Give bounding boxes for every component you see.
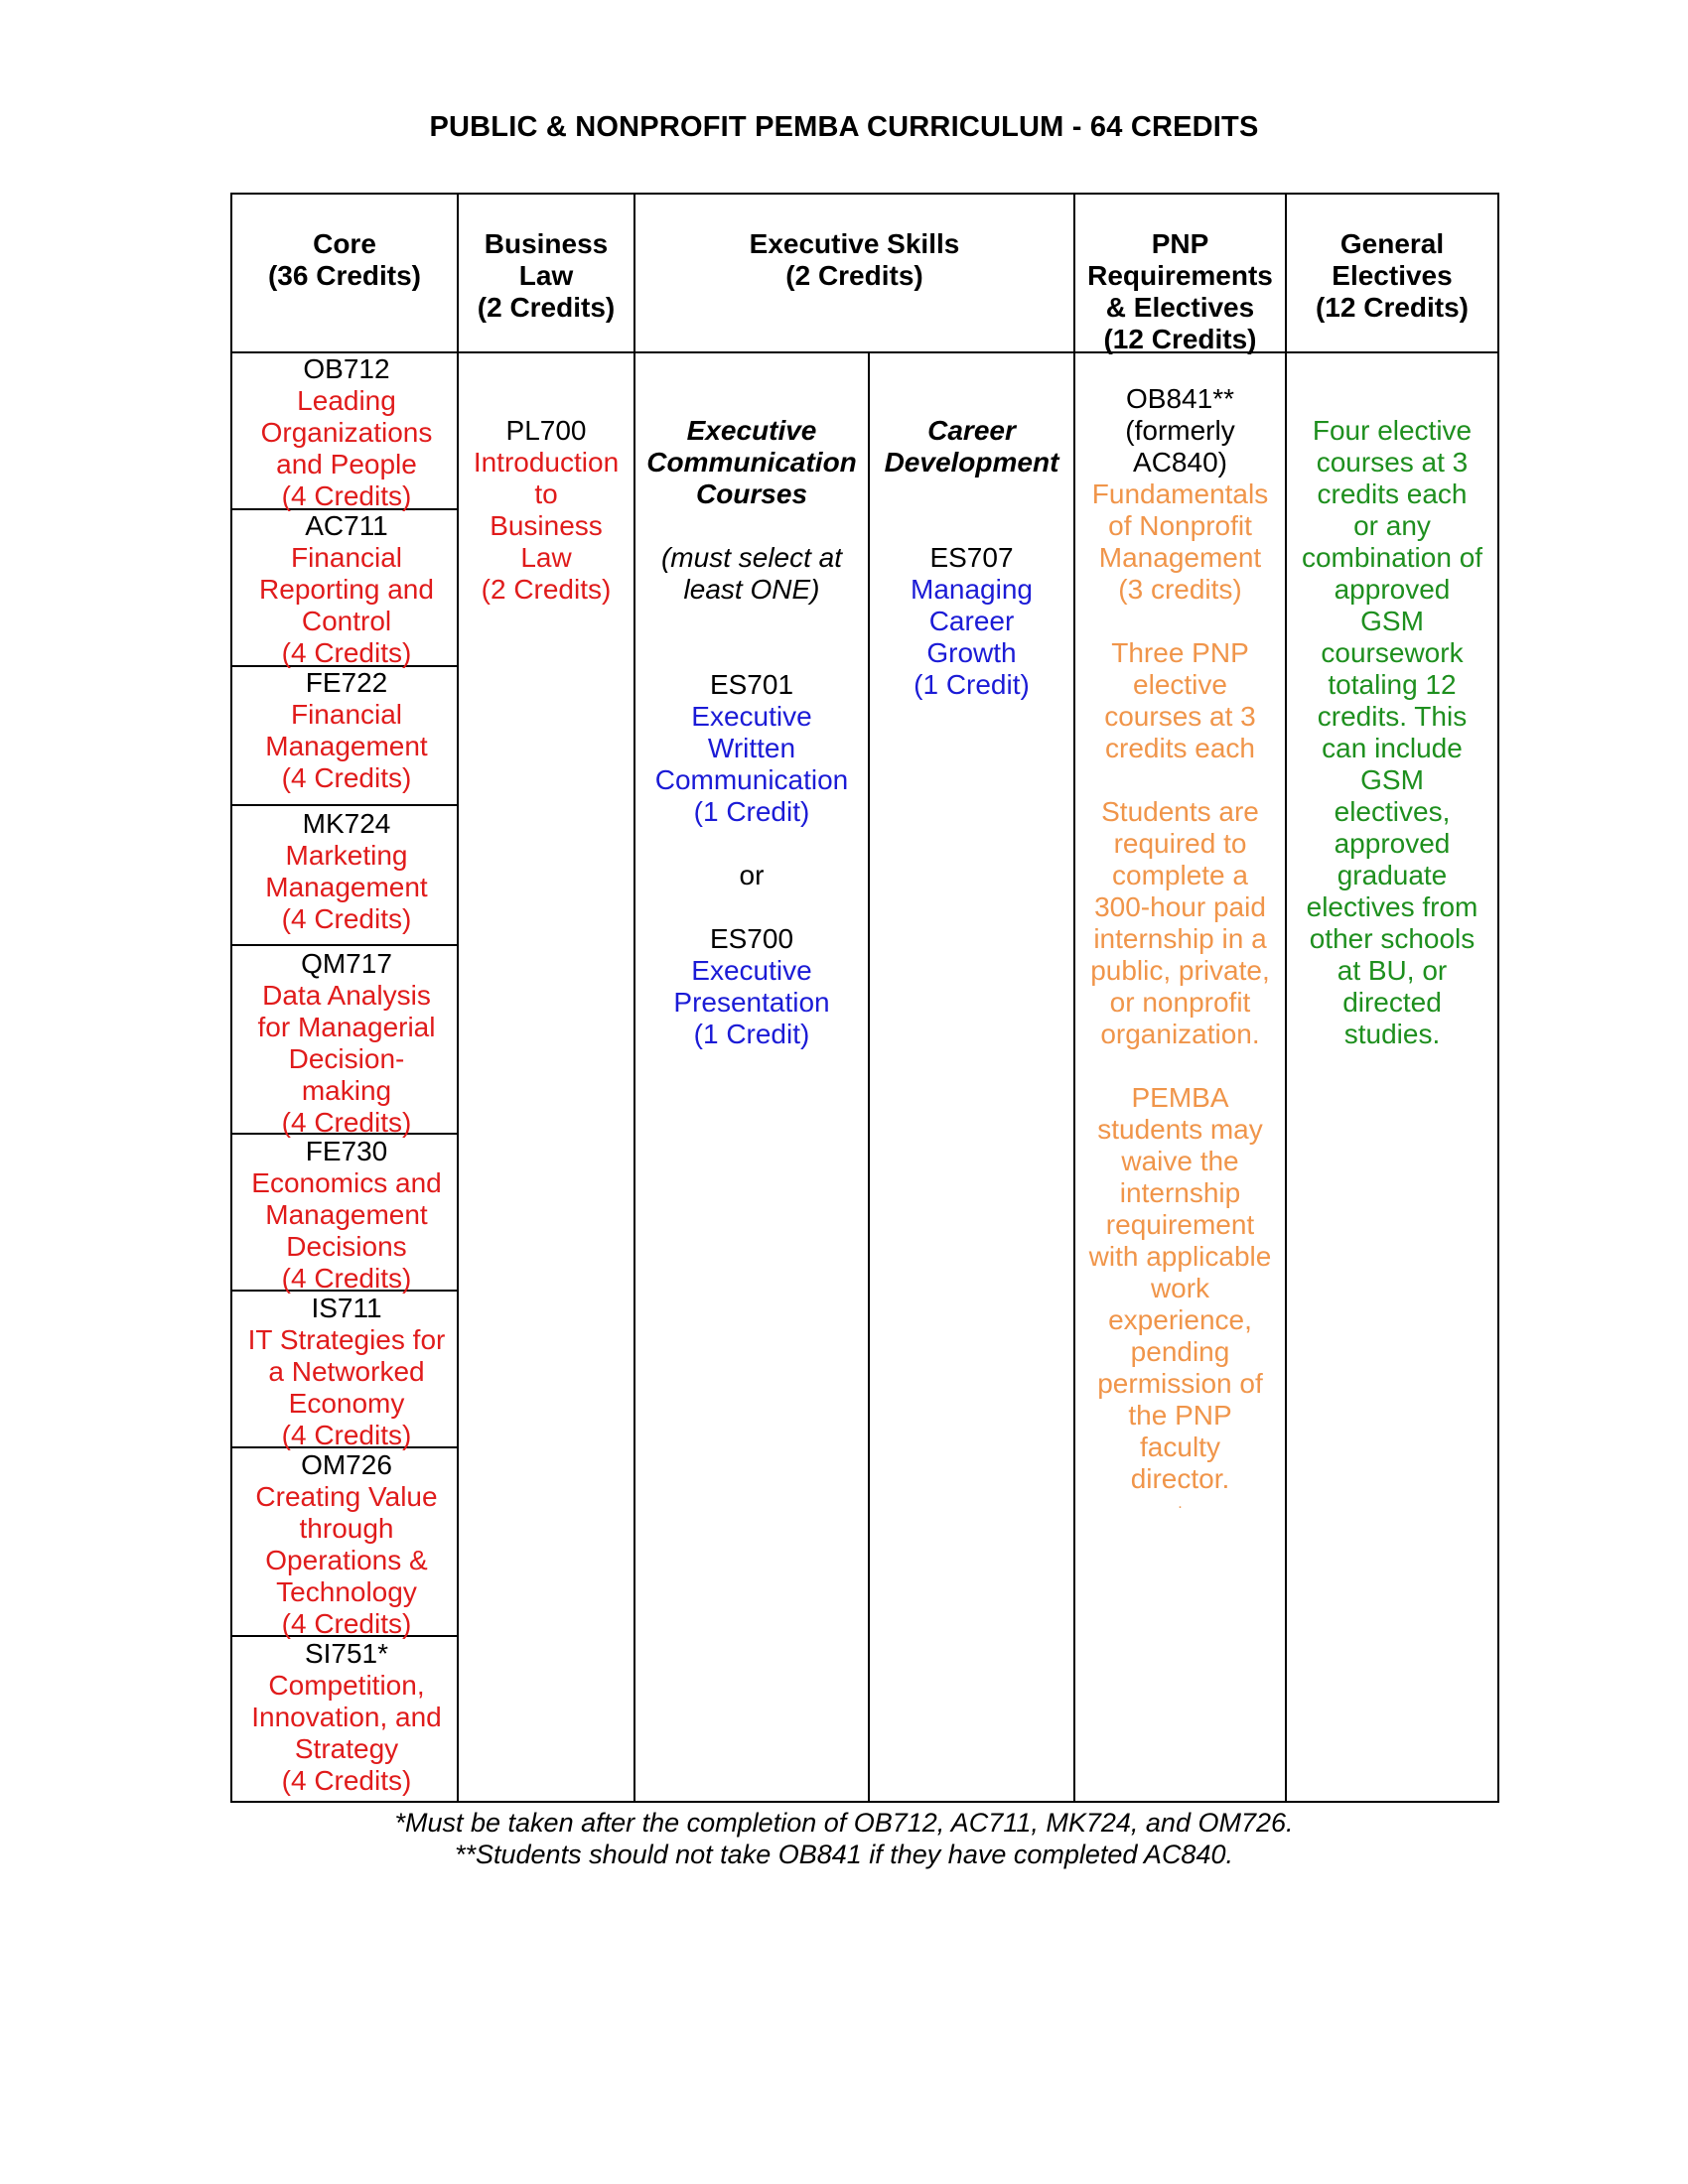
core-course-mk724: MK724 Marketing Management (4 Credits): [265, 808, 428, 934]
core-course-fe722: FE722 Financial Management (4 Credits): [265, 667, 428, 793]
executive-communication-courses: Executive Communication Courses (must select at least ONE) ES701 Executive Written Communication (1 Credit) or ES700 Executive Presentation (1 Credit): [646, 415, 857, 1049]
core-course-om726: OM726 Creating Value through Operations & Technology (4 Credits): [255, 1449, 438, 1639]
core-course-si751: SI751* Competition, Innovation, and Strategy (4 Credits): [251, 1638, 442, 1796]
core-row-divider: [230, 804, 458, 806]
business-law-course: PL700 Introduction to Business Law (2 Credits): [473, 415, 620, 605]
header-general-electives: General Electives (12 Credits): [1315, 228, 1470, 323]
core-course-is711: IS711 IT Strategies for a Networked Economy (4 Credits): [247, 1293, 446, 1450]
career-development: Career Development ES707 Managing Career Growth (1 Credit): [884, 415, 1059, 700]
core-course-ac711: AC711 Financial Reporting and Control (4 Credits): [259, 510, 434, 668]
core-course-fe730: FE730 Economics and Management Decisions (4 Credits): [251, 1136, 442, 1294]
pnp-requirements: OB841** (formerly AC840) Fundamentals of Nonprofit Management (3 credits) Three PNP elective courses at 3 credits each Students are required to complete a 300-hour paid internship in a public, private, or nonprofit organization. PEMBA students may waive the internship requirement with applicable work experience, pending permission of the PNP faculty director. .: [1088, 383, 1272, 1512]
page-title: PUBLIC & NONPROFIT PEMBA CURRICULUM - 64 CREDITS: [429, 111, 1259, 143]
header-pnp: PNP Requirements & Electives (12 Credits): [1087, 228, 1273, 354]
core-row-divider: [230, 944, 458, 946]
header-business-law: Business Law (2 Credits): [477, 228, 616, 323]
general-electives-text: Four elective courses at 3 credits each or any combination of approved GSM coursework totaling 12 credits. This can include GSM electives, approved graduate electives from other schools at BU, or directed studies.: [1301, 415, 1483, 1049]
footnote-si751: *Must be taken after the completion of OB712, AC711, MK724, and OM726.: [394, 1808, 1294, 1838]
core-course-ob712: OB712 Leading Organizations and People (4 Credits): [260, 353, 433, 511]
header-core: Core (36 Credits): [267, 228, 422, 291]
core-course-qm717: QM717 Data Analysis for Managerial Decision- making (4 Credits): [257, 948, 436, 1138]
footnote-ob841: **Students should not take OB841 if they have completed AC840.: [454, 1840, 1233, 1869]
header-executive-skills: Executive Skills (2 Credits): [749, 228, 960, 291]
